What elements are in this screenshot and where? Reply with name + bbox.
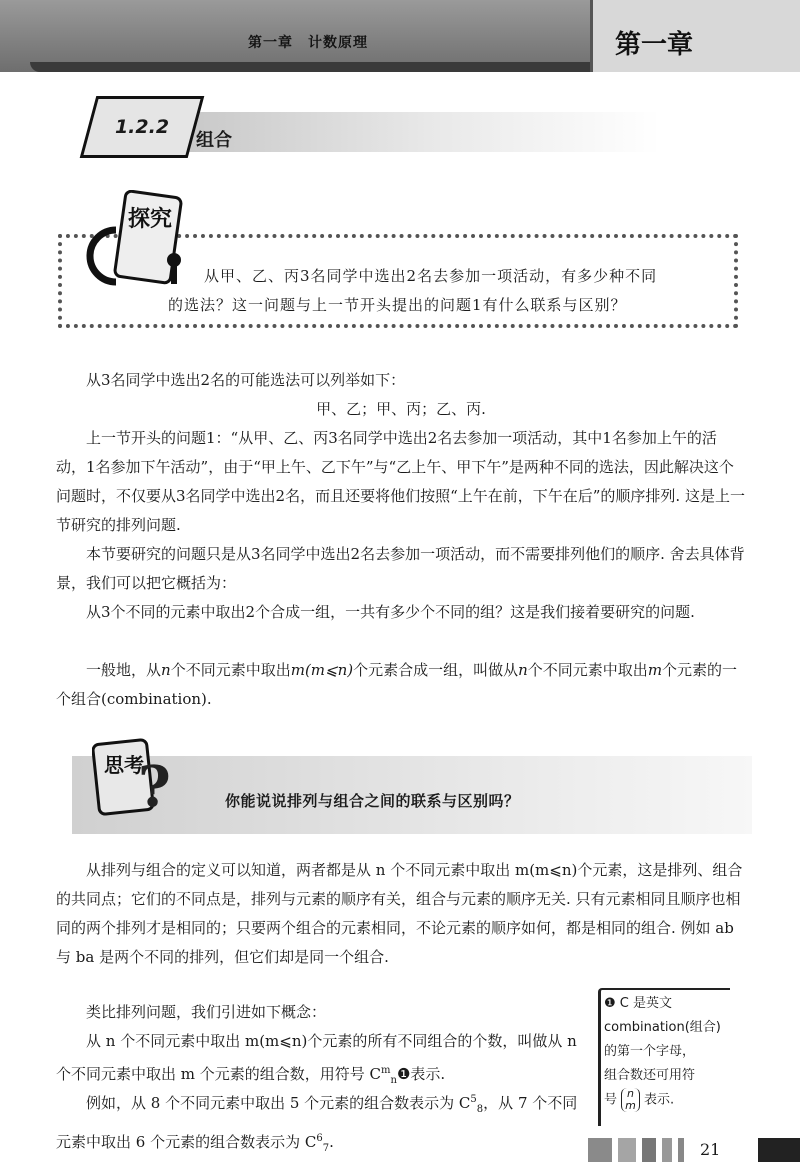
paragraph-1: 从3名同学中选出2名的可能选法可以列举如下： bbox=[86, 371, 406, 389]
def-text-c: 个元素合成一组，叫做从 bbox=[353, 661, 519, 679]
section-number-badge bbox=[80, 96, 205, 158]
binomial-bottom: m bbox=[625, 1099, 636, 1112]
footnote-l5-pre: 号 bbox=[604, 1092, 618, 1108]
page-number: 21 bbox=[700, 1140, 721, 1159]
p10-sub1: 8 bbox=[476, 1104, 484, 1115]
paragraph-10 bbox=[56, 1085, 581, 1163]
def-text-d: 个不同元素中取出 bbox=[527, 661, 648, 679]
var-n: n bbox=[518, 661, 528, 679]
explore-question bbox=[168, 262, 728, 320]
var-m: m bbox=[290, 661, 305, 679]
think-question: 你能说说排列与组合之间的联系与区别吗？ bbox=[225, 792, 520, 810]
chapter-tab bbox=[590, 0, 800, 72]
running-title: 第一章 计数原理 bbox=[248, 35, 368, 51]
p10-end: . bbox=[329, 1133, 334, 1151]
paragraph-8: 类比排列问题，我们引进如下概念： bbox=[86, 1003, 327, 1021]
paragraph-7: 从排列与组合的定义可以知道，两者都是从 n 个不同元素中取出 m(m⩽n)个元素，这是排列、组合的共同点；它们的不同点是，排列与元素的顺序有关，组合与元素的顺序无关. 只有元素相同且顺序也相同的两个排列才是相同的；只要两个组合的元素相同，不论元素的顺序如何，都是相同的组合. 例如 ab 与 ba 是两个不同的排列，但它们却是同一个组合. bbox=[56, 861, 743, 966]
p10-sup1: 5 bbox=[470, 1094, 477, 1105]
paragraph-3: 上一节开头的问题1：“从甲、乙、丙3名同学中选出2名去参加一项活动，其中1名参加上午的活动，1名参加下午活动”，由于“甲上午、乙下午”与“乙上午、甲下午”是两种不同的选法，因此解决这个问题时，不仅要从3名同学中选出2名，而且还要将他们按照“上午在前，下午在后”的顺序排列. 这是上一节研究的排列问题. bbox=[56, 429, 745, 534]
section-title: 组合 bbox=[196, 130, 232, 151]
explore-line-1: 从甲、乙、丙3名同学中选出2名去参加一项活动，有多少种不同 bbox=[204, 267, 658, 285]
paragraph-5: 从3个不同的元素中取出2个合成一组，一共有多少个不同的组？这是我们接着要研究的问题. bbox=[86, 603, 695, 621]
p9-sup: m bbox=[381, 1065, 391, 1076]
footnote-text bbox=[604, 992, 728, 1113]
footnote-line-4: 组合数还可用符 bbox=[604, 1068, 696, 1083]
var-n: n bbox=[161, 661, 171, 679]
footnote-line-5 bbox=[604, 1088, 728, 1113]
footnote-l5-post: 表示. bbox=[644, 1092, 675, 1108]
footnote-line-2: combination(组合) bbox=[604, 1020, 721, 1035]
paragraph-definition bbox=[56, 656, 746, 714]
p10-mid: ，从 7 个不同元素中取出 6 个元素的组合数表示为 C bbox=[56, 1094, 578, 1151]
paragraph-4: 本节要研究的问题只是从3名同学中选出2名去参加一项活动，而不需要排列他们的顺序. 舍去具体背景，我们可以把它概括为： bbox=[56, 545, 745, 592]
def-text-a: 一般地，从 bbox=[86, 661, 162, 679]
p10-text: 例如，从 8 个不同元素中取出 5 个元素的组合数表示为 C bbox=[86, 1094, 471, 1112]
var-m: m bbox=[647, 661, 663, 679]
binomial-top: n bbox=[627, 1087, 634, 1100]
question-mark-icon bbox=[92, 736, 182, 822]
explore-icon-label: 探究 bbox=[128, 207, 173, 232]
think-icon-label: 思考 bbox=[104, 753, 144, 777]
svg-text:?: ? bbox=[138, 754, 171, 820]
p9-sub: n bbox=[390, 1075, 397, 1086]
p9-text: 从 n 个不同元素中取出 m(m⩽n)个元素的所有不同组合的个数，叫做从 n 个不同元素中取出 m 个元素的组合数，用符号 C bbox=[56, 1032, 577, 1083]
paragraph-list: 甲、乙；甲、丙；乙、丙. bbox=[316, 400, 486, 418]
footnote-line-3: 的第一个字母， bbox=[604, 1044, 696, 1059]
footnote-line-1: ❶ C 是英文 bbox=[604, 996, 672, 1011]
condition: (m⩽n) bbox=[304, 661, 354, 679]
binomial-symbol bbox=[621, 1088, 640, 1112]
def-text-b: 个不同元素中取出 bbox=[170, 661, 291, 679]
p10-sup2: 6 bbox=[316, 1133, 323, 1144]
chapter-tab-label: 第一章 bbox=[615, 30, 694, 60]
p9-end: ❶表示. bbox=[396, 1065, 446, 1083]
page-corner-block bbox=[758, 1138, 800, 1162]
explore-line-2: 的选法？这一问题与上一节开头提出的问题1有什么联系与区别？ bbox=[168, 296, 627, 314]
def-text-e: 个元素的一个组合(combination). bbox=[56, 661, 738, 708]
page-header bbox=[0, 0, 800, 72]
p10-sub2: 7 bbox=[322, 1143, 330, 1154]
section-number: 1.2.2 bbox=[114, 116, 170, 138]
